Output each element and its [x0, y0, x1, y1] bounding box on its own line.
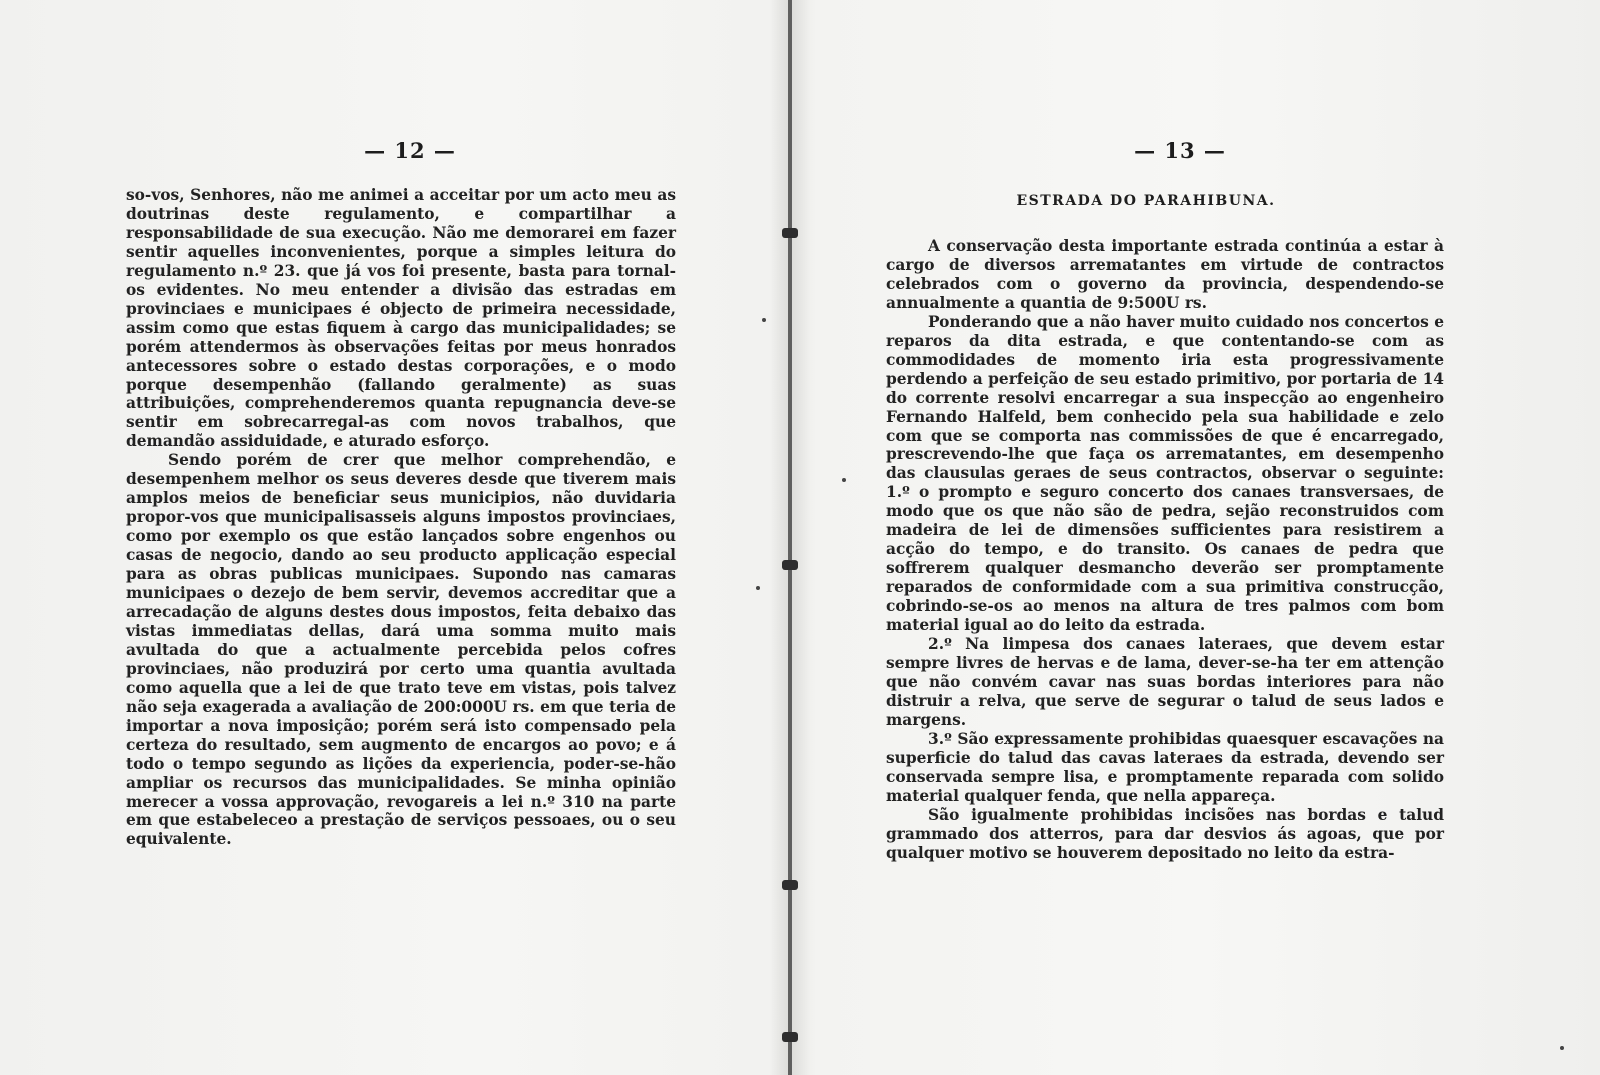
page-number: — 12 — — [364, 138, 456, 163]
paragraph: Ponderando que a não haver muito cuidado nos concertos e reparos da dita estrada, e que contentando-se com as commodidades de momento iria esta progressivamente perdendo a perfeição de seu estado primitivo, por portaria de 14 do corrente resolvi encarregar a sua inspecção ao engenheiro Fernando Halfeld, bem conhecido pela sua habilidade e zelo com que se comporta nas commissões de que é encarregado, prescrevendo-lhe que faça os arrematantes, em desempenho das clausulas geraes de seus contractos, observar o seguinte: 1.º o prompto e seguro concerto dos canaes transversaes, de modo que os que não são de pedra, sejão reconstruidos com madeira de lei de dimensões sufficientes para resistirem a acção do tempo, e do transito. Os canaes de pedra que soffrerem qualquer desmancho deverão ser promptamente reparados de conformidade com a sua primitiva construcção, cobrindo-se-os ao menos na altura de tres palmos com bom material igual ao do leito da estrada. — [886, 312, 1444, 635]
paragraph: so-vos, Senhores, não me animei a acceitar por um acto meu as doutrinas deste regulamento, e compartilhar a responsabilidade de sua execução. Não me demorarei em fazer sentir aquelles inconvenientes, porque a simples leitura do regulamento n.º 23. que já vos foi presente, basta para tornal-os evidentes. No meu entender a divisão das estradas em provinciaes e municipaes é objecto de primeira necessidade, assim como que estas fiquem à cargo das municipalidades; se porém attendermos às observações feitas por meus honrados antecessores sobre o estado destas corporações, e o modo porque desempenhão (fallando geralmente) as suas attribuições, comprehenderemos quanta repugnancia deve-se sentir em sobrecarregal-as com novos trabalhos, que demandão assiduidade, e aturado esforço. — [126, 186, 676, 451]
paragraph: Sendo porém de crer que melhor comprehendão, e desempenhem melhor os seus deveres desde que tiverem mais amplos meios de beneficiar seus municipios, não duvidaria propor-vos que municipalisasseis alguns impostos provinciaes, como por exemplo os que estão lançados sobre engenhos ou casas de negocio, dando ao seu producto applicação especial para as obras publicas municipaes. Supondo nas camaras municipaes o dezejo de bem servir, devemos accreditar que a arrecadação de alguns destes dous impostos, feita debaixo das vistas immediatas dellas, dará uma somma muito mais avultada do que a actualmente percebida pelos cofres provinciaes, não produzirá por certo uma quantia avultada como aquella que a lei de que trato teve em vistas, pois talvez não seja exagerada a avaliação de 200:000U rs. em que teria de importar a nova imposição; porém será isto compensado pela certeza do resultado, sem augmento de encargos ao povo; e á todo o tempo segundo as lições da experiencia, poder-se-hão ampliar os recursos das municipalidades. Se minha opinião merecer a vossa approvação, revogareis a lei n.º 310 na parte em que estabeleceo a prestação de serviços pessoaes, ou o seu equivalente. — [126, 451, 676, 849]
page-body — [886, 237, 1444, 862]
left-page — [0, 0, 790, 1075]
section-heading: ESTRADA DO PARAHIBUNA. — [1016, 193, 1276, 209]
paragraph: 2.º Na limpesa dos canaes lateraes, que devem estar sempre livres de hervas e de lama, dever-se-ha ter em attenção que não convém cavar nas suas bordas interiores para não distruir a relva, que serve de segurar o talud de seus lados e margens. — [886, 635, 1444, 729]
paragraph: 3.º São expressamente prohibidas quaesquer escavações na superficie do talud das cavas lateraes da estrada, devendo ser conservada sempre lisa, e promptamente reparada com solido material qualquer fenda, que nella appareça. — [886, 729, 1444, 805]
page-body — [126, 186, 676, 849]
right-page — [800, 0, 1600, 1075]
paragraph: A conservação desta importante estrada continúa a estar à cargo de diversos arrematantes em virtude de contractos celebrados com o governo da provincia, despendendo-se annualmente a quantia de 9:500U rs. — [886, 237, 1444, 312]
paragraph: São igualmente prohibidas incisões nas bordas e talud grammado dos atterros, para dar desvios ás agoas, que por qualquer motivo se houverem depositado no leito da estra- — [886, 805, 1444, 862]
page-number: — 13 — — [1134, 138, 1226, 163]
